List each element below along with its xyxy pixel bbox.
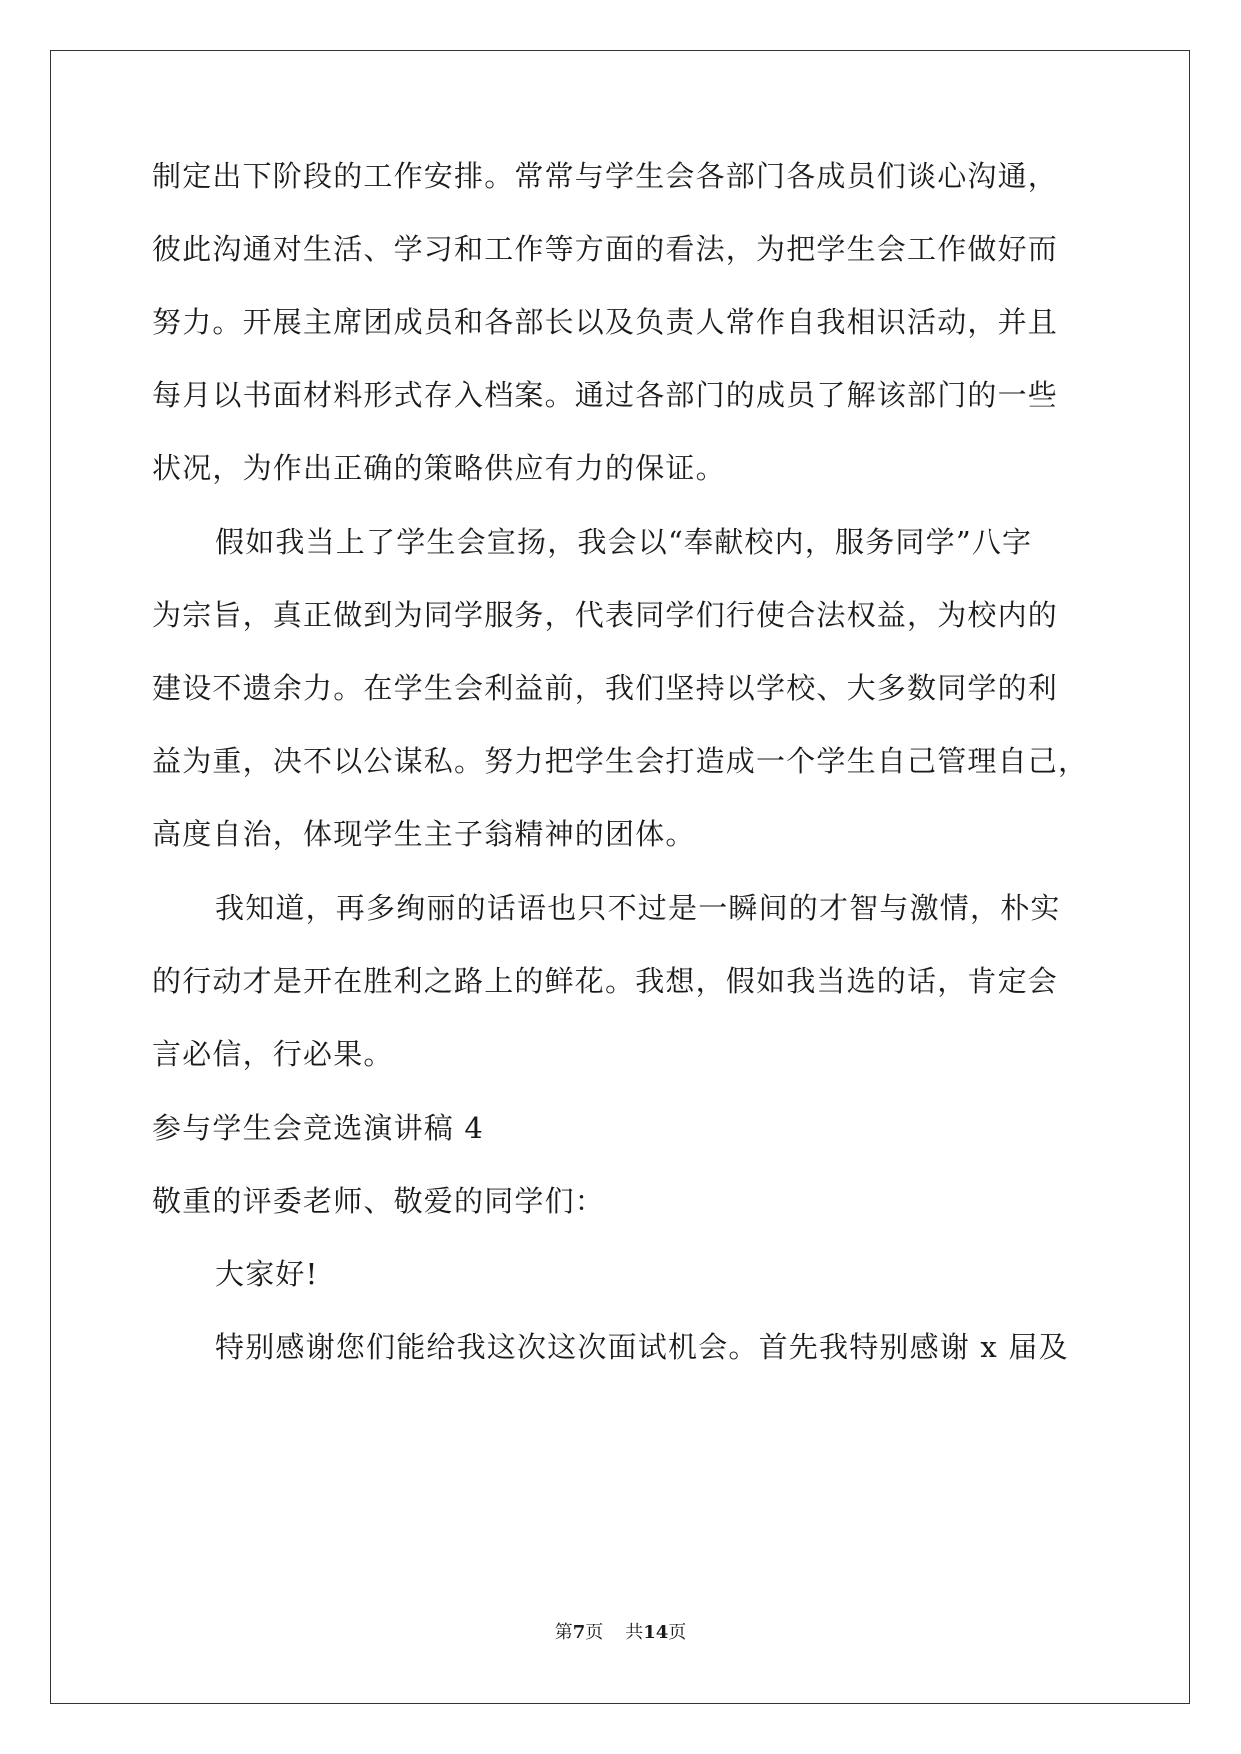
text-line: 高度自治，体现学生主子翁精神的团体。 bbox=[152, 817, 696, 851]
text-line: 言必信，行必果。 bbox=[152, 1037, 394, 1071]
text-line: 努力。开展主席团成员和各部长以及负责人常作自我相识活动，并且 bbox=[152, 305, 1059, 339]
salutation: 敬重的评委老师、敬爱的同学们： bbox=[152, 1184, 606, 1218]
footer-page-number: 7 bbox=[572, 1622, 586, 1643]
text-line: 我知道，再多绚丽的话语也只不过是一瞬间的才智与激情，朴实 bbox=[215, 891, 1061, 925]
footer-total-pages: 14 bbox=[643, 1622, 669, 1643]
text-line: 假如我当上了学生会宣扬，我会以“奉献校内，服务同学”八字 bbox=[215, 525, 1033, 559]
text-line: 的行动才是开在胜利之路上的鲜花。我想，假如我当选的话，肯定会 bbox=[152, 964, 1059, 998]
text-line: 为宗旨，真正做到为同学服务，代表同学们行使合法权益，为校内的 bbox=[152, 598, 1059, 632]
footer-prefix: 第 bbox=[554, 1622, 573, 1643]
text-line: 彼此沟通对生活、学习和工作等方面的看法，为把学生会工作做好而 bbox=[152, 232, 1059, 266]
footer-total-suffix: 页 bbox=[668, 1622, 687, 1643]
section-heading: 参与学生会竞选演讲稿 4 bbox=[152, 1111, 485, 1145]
page-border bbox=[50, 50, 1190, 1704]
greeting: 大家好! bbox=[215, 1257, 319, 1291]
text-line: 状况，为作出正确的策略供应有力的保证。 bbox=[152, 451, 726, 485]
text-line: 制定出下阶段的工作安排。常常与学生会各部门各成员们谈心沟通， bbox=[152, 159, 1059, 193]
text-line: 建设不遗余力。在学生会利益前，我们坚持以学校、大多数同学的利 bbox=[152, 671, 1059, 705]
footer-total-prefix: 共 bbox=[625, 1622, 644, 1643]
text-line: 每月以书面材料形式存入档案。通过各部门的成员了解该部门的一些 bbox=[152, 378, 1059, 412]
text-line: 特别感谢您们能给我这次这次面试机会。首先我特别感谢 x 届及 bbox=[215, 1330, 1069, 1364]
page-footer bbox=[0, 1622, 1241, 1644]
text-line: 益为重，决不以公谋私。努力把学生会打造成一个学生自己管理自己， bbox=[152, 744, 1089, 778]
footer-page-suffix: 页 bbox=[585, 1622, 604, 1643]
